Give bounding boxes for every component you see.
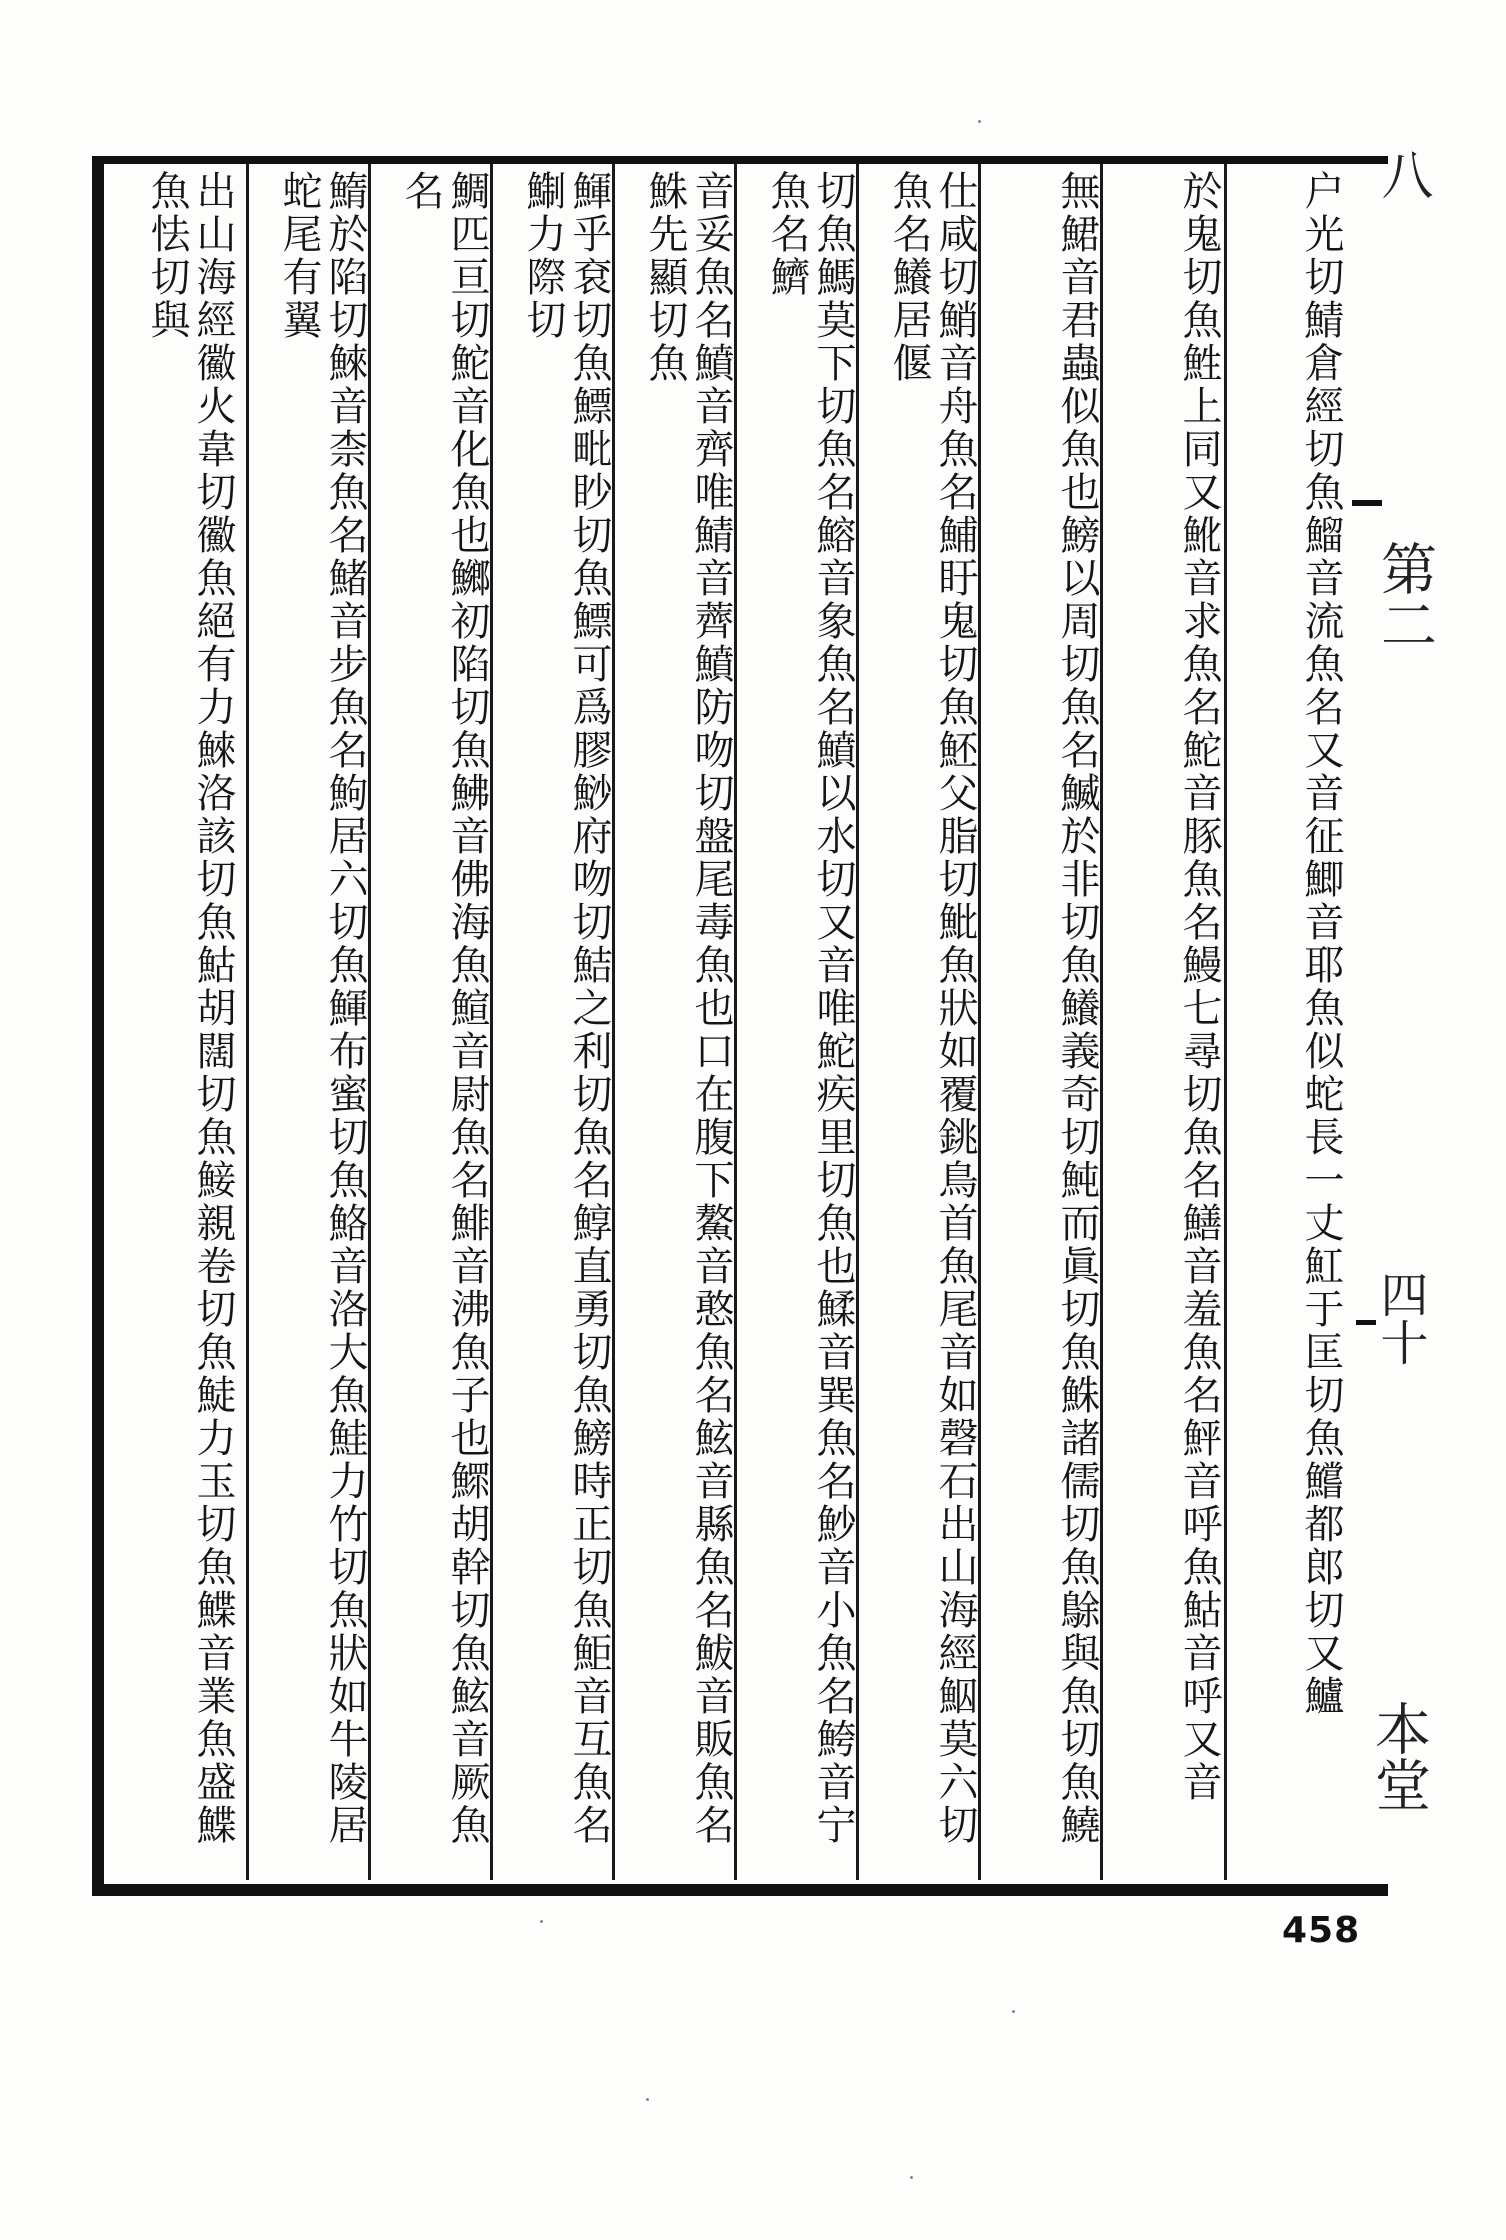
fish-tail-mark: [1352, 500, 1382, 506]
text-column-10: 出山海經鰴火韋切鰴魚絕有力鯠洛該切魚鮕胡闊切魚鯜親卷切魚鯐力玉切魚鰈音業魚盛鰈魚怯切與: [144, 170, 236, 1847]
column-divider: [490, 164, 493, 1880]
text-column-5: 切魚鰢莫下切魚名鰫音象魚名鱝以水切又音唯鮀疾里切魚也鰇音巽魚名魦音小魚名鮬音宁魚名鱭: [764, 170, 856, 1847]
column-divider: [612, 164, 615, 1880]
text-column-2: 於鬼切魚鮏上同又魤音求魚名鮀音豚魚名鰻七尋切魚名鱔音羞魚名鮃音呼魚鮕音呼又音: [1176, 170, 1222, 1804]
text-column-4: 仕咸切鮹音舟魚名鯆盱鬼切魚魾父脂切魮魚狀如覆銚鳥首魚尾音如磬石出山海經鮂莫六切魚名鱶居偃: [886, 170, 978, 1847]
column-divider: [856, 164, 859, 1880]
text-column-3: 無鮶音君蟲似魚也鰟以周切魚名鰄於非切魚鱶義奇切魨而眞切魚鮢諸儒切魚鵌與魚切魚鱙: [1054, 170, 1100, 1847]
scan-speck: [540, 1920, 543, 1923]
text-column-1: 户光切鯖倉經切魚鰡音流魚名又音征鯽音耶魚似蛇長一丈魟于匡切魚鱨都郎切又鱸: [1298, 170, 1344, 1718]
text-column-9: 鰖於陷切鯠音柰魚名鯺音步魚名鮈居六切魚鯶布蜜切魚鮥音洛大魚鮭力竹切魚狀如牛陵居蛇尾有翼: [276, 170, 368, 1847]
column-divider: [1224, 164, 1227, 1880]
text-column-8: 鯛匹亘切鮀音化魚也鱜初陷切魚鮄音佛海魚鰚音尉魚名鯡音沸魚子也鰥胡幹切魚鮌音厥魚名: [398, 170, 490, 1847]
text-column-7: 鯶乎袞切魚鰾毗眇切魚鰾可爲膠鯋府吻切鮚之利切魚名鯙直勇切魚鰟時正切魚鮔音互魚名鯯力際切: [520, 170, 612, 1847]
column-divider: [246, 164, 249, 1880]
text-column-6: 音妥魚名鱝音齊唯鯖音薺鱝防吻切盤尾毒魚也口在腹下鰲音憨魚名鮌音縣魚名鮁音販魚名鮢先顯切魚: [642, 170, 734, 1847]
margin-section-fragment: 第二: [1372, 540, 1437, 652]
scan-speck: [646, 2098, 649, 2101]
page-number: 458: [1282, 1910, 1361, 1951]
column-divider: [368, 164, 371, 1880]
margin-bottom-fragment: 本堂: [1366, 1700, 1431, 1812]
margin-folio-number: 四十: [1372, 1270, 1428, 1366]
outer-margin: [1362, 140, 1452, 1900]
margin-top-fragment: 八: [1372, 148, 1432, 200]
scan-speck: [978, 120, 981, 123]
scan-speck: [910, 2176, 913, 2179]
column-divider: [734, 164, 737, 1880]
scan-speck: [1012, 2010, 1015, 2013]
fold-mark: [1356, 1320, 1376, 1355]
column-divider: [978, 164, 981, 1880]
column-divider: [1100, 164, 1103, 1880]
